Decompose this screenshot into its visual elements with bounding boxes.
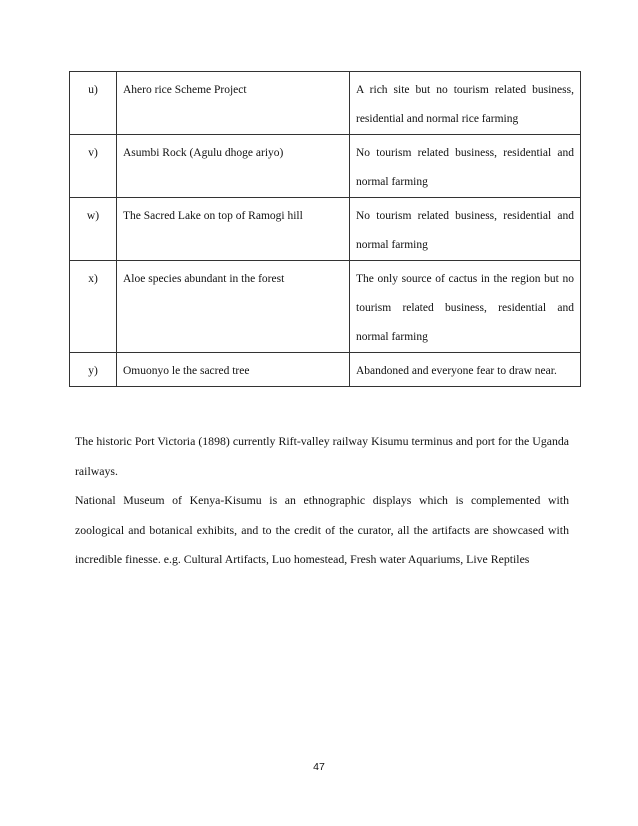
row-index: y) bbox=[70, 353, 117, 387]
site-name: Ahero rice Scheme Project bbox=[117, 72, 350, 135]
site-name: Asumbi Rock (Agulu dhoge ariyo) bbox=[117, 135, 350, 198]
row-index: x) bbox=[70, 261, 117, 353]
row-index: w) bbox=[70, 198, 117, 261]
site-name: The Sacred Lake on top of Ramogi hill bbox=[117, 198, 350, 261]
table-row bbox=[70, 261, 581, 353]
table-row bbox=[70, 353, 581, 387]
site-description: Abandoned and everyone fear to draw near. bbox=[350, 353, 581, 387]
page-number: 47 bbox=[313, 761, 325, 773]
site-description: No tourism related business, residential and normal farming bbox=[350, 135, 581, 198]
paragraph-national-museum: National Museum of Kenya-Kisumu is an ethnographic displays which is complemented with zoological and botanical exhibits, and to the credit of the curator, all the artifacts are showcased with incredible finesse. e.g. Cultural Artifacts, Luo homestead, Fresh water Aquariums, Live Reptiles bbox=[75, 493, 569, 566]
site-name: Aloe species abundant in the forest bbox=[117, 261, 350, 353]
table-row bbox=[70, 198, 581, 261]
table-row bbox=[70, 72, 581, 135]
sites-table bbox=[69, 71, 581, 387]
site-description: No tourism related business, residential and normal farming bbox=[350, 198, 581, 261]
site-description: The only source of cactus in the region but no tourism related business, residential and normal farming bbox=[350, 261, 581, 353]
row-index: v) bbox=[70, 135, 117, 198]
paragraph-port-victoria: The historic Port Victoria (1898) currently Rift-valley railway Kisumu terminus and port for the Uganda railways. bbox=[75, 434, 569, 478]
table-row bbox=[70, 135, 581, 198]
site-description: A rich site but no tourism related business, residential and normal rice farming bbox=[350, 72, 581, 135]
site-name: Omuonyo le the sacred tree bbox=[117, 353, 350, 387]
row-index: u) bbox=[70, 72, 117, 135]
